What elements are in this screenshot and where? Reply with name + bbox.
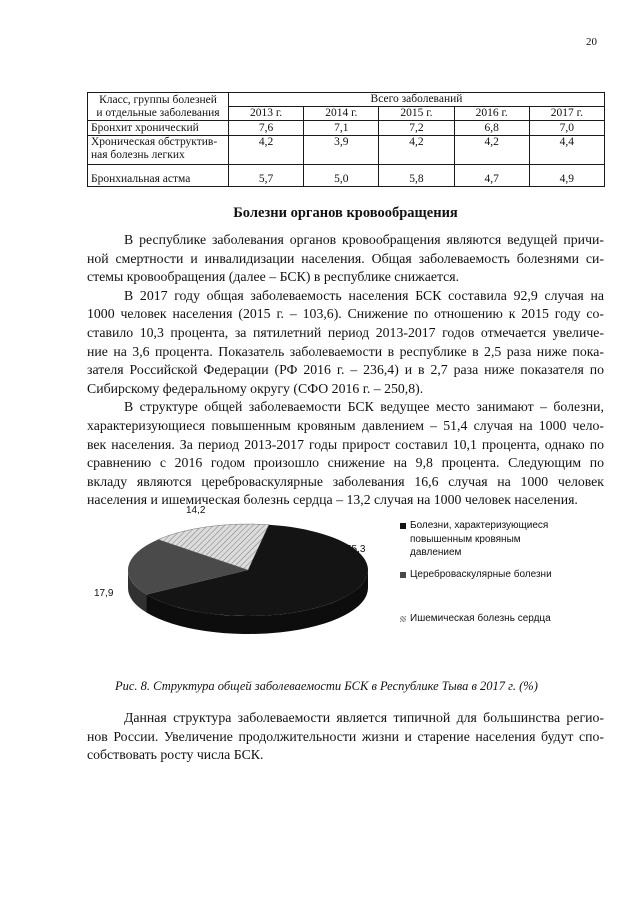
paragraph-line: вкладу являются цереброваскулярные заболевания 16,6 случая на 1000 человек <box>87 473 604 489</box>
table-cell-value: 3,9 <box>304 136 379 165</box>
paragraph-line: В республике заболевания органов кровообращения являются ведущей причи- <box>124 232 604 247</box>
table-cell-value: 4,4 <box>529 136 604 165</box>
paragraph-line: стемы кровообращения (далее – БСК) в республике снижается. <box>87 269 460 285</box>
table-header-year: 2016 г. <box>454 107 529 121</box>
table-row <box>88 136 605 165</box>
chart-legend <box>400 519 562 629</box>
paragraph-line: Сибирскому федеральному округу (СФО 2016 г. – 250,8). <box>87 380 424 396</box>
paragraph-line: В структуре общей заболеваемости БСК ведущее место занимают – болезни, <box>124 399 604 415</box>
closing-text <box>87 709 604 765</box>
paragraph-line: 1000 человек населения (2015 г. – 103,6). Снижение по отношению к 2015 году со- <box>87 306 604 322</box>
table-cell-value: 4,9 <box>529 165 604 187</box>
legend-marker-square <box>400 523 406 529</box>
table-header-class <box>88 93 229 121</box>
table-cell-value: 7,0 <box>529 121 604 136</box>
paragraph-line: Данная структура заболеваемости является типичной для большинства регио- <box>124 710 604 725</box>
paragraph-line: нов России. Увеличение продолжительности жизни и старение населения будут спо- <box>87 728 604 744</box>
table-cell-value: 7,2 <box>379 121 454 136</box>
legend-item <box>400 519 562 560</box>
paragraph-line: ние на 3,6 процента. Показатель заболеваемости в республике в 2,5 раза ниже пока- <box>87 343 604 359</box>
table-header-row <box>88 93 605 107</box>
paragraph-line: ставило 10,3 процента, за пятилетний период 2013-2017 годов отмечается увеличе- <box>87 324 604 340</box>
table-cell-value: 5,8 <box>379 165 454 187</box>
paragraph-line: век населения. За период 2013-2017 годы прирост составил 10,1 процента, однако по <box>87 436 604 452</box>
table-header-class-line: Класс, группы болезней <box>99 93 217 106</box>
paragraph-line: собствовать росту числа БСК. <box>87 747 264 763</box>
pie-slices <box>128 524 368 616</box>
paragraph-line: ной смертности и инвалидизации населения. Общая заболеваемость болезнями си- <box>87 250 604 266</box>
legend-label: Ишемическая болезнь сердца <box>410 613 551 624</box>
table-row-label-line: ная болезнь легких <box>91 149 185 161</box>
respiratory-diseases-table <box>87 92 605 187</box>
section-title: Болезни органов кровообращения <box>233 205 458 221</box>
table-row-label <box>88 121 229 136</box>
paragraph-line: зателя Российской Федерации (РФ 2016 г. – 236,4) и в 2,7 раза ниже показателя по <box>87 362 604 378</box>
table-cell-value: 4,2 <box>454 136 529 165</box>
table-row-label <box>88 136 229 165</box>
table-header-year: 2013 г. <box>229 107 304 121</box>
table-row-label <box>88 165 229 187</box>
table-cell-value: 7,6 <box>229 121 304 136</box>
paragraph <box>87 709 604 765</box>
paragraph-line: В 2017 году общая заболеваемость населения БСК составила 92,9 случая на <box>124 287 604 303</box>
table-header-year: 2015 г. <box>379 107 454 121</box>
table-cell-value: 7,1 <box>304 121 379 136</box>
legend-marker-square <box>400 572 406 578</box>
table-header-total: Всего заболеваний <box>229 93 605 107</box>
table-row-label-line: Бронхит хронический <box>91 121 199 134</box>
table-cell-value: 4,7 <box>454 165 529 187</box>
paragraph <box>87 287 604 399</box>
paragraph <box>87 398 604 510</box>
table-header-year: 2017 г. <box>529 107 604 121</box>
legend-label: Болезни, характеризующиеся повышенным кровяным давлением <box>410 520 549 558</box>
table-header-year: 2014 г. <box>304 107 379 121</box>
figure-caption: Рис. 8. Структура общей заболеваемости БСК в Республике Тыва в 2017 г. (%) <box>115 679 538 693</box>
paragraph <box>87 231 604 287</box>
pie-chart <box>80 500 380 650</box>
legend-label: Цереброваскулярные болезни <box>410 569 552 580</box>
table-row <box>88 165 605 187</box>
table-cell-value: 5,7 <box>229 165 304 187</box>
pie-data-label: 17,9 <box>94 588 114 599</box>
table-row-label-line: Бронхиальная астма <box>91 173 191 185</box>
pie-data-label: 55,3 <box>346 544 366 555</box>
legend-item <box>400 612 562 626</box>
table-row <box>88 121 605 136</box>
paragraph-line: населения и ишемическая болезнь сердца – 13,2 случая на 1000 человек населения. <box>87 492 578 508</box>
table-row-label-line: Хроническая обструктив- <box>91 136 218 148</box>
pie-data-label: 14,2 <box>186 505 206 516</box>
table-cell-value: 6,8 <box>454 121 529 136</box>
table-cell-value: 5,0 <box>304 165 379 187</box>
table-header-class-line: и отдельные заболевания <box>96 106 220 119</box>
paragraph-line: характеризующиеся повышенным кровяным давлением – 51,4 случая на 1000 чело- <box>87 417 604 433</box>
body-text <box>87 231 604 510</box>
legend-marker-square <box>400 616 406 622</box>
legend-item <box>400 568 562 582</box>
page-number: 20 <box>586 36 597 48</box>
table-cell-value: 4,2 <box>229 136 304 165</box>
table-cell-value: 4,2 <box>379 136 454 165</box>
paragraph-line: сравнению с 2016 годом произошло снижение на 9,8 процента. Следующим по <box>87 455 604 471</box>
